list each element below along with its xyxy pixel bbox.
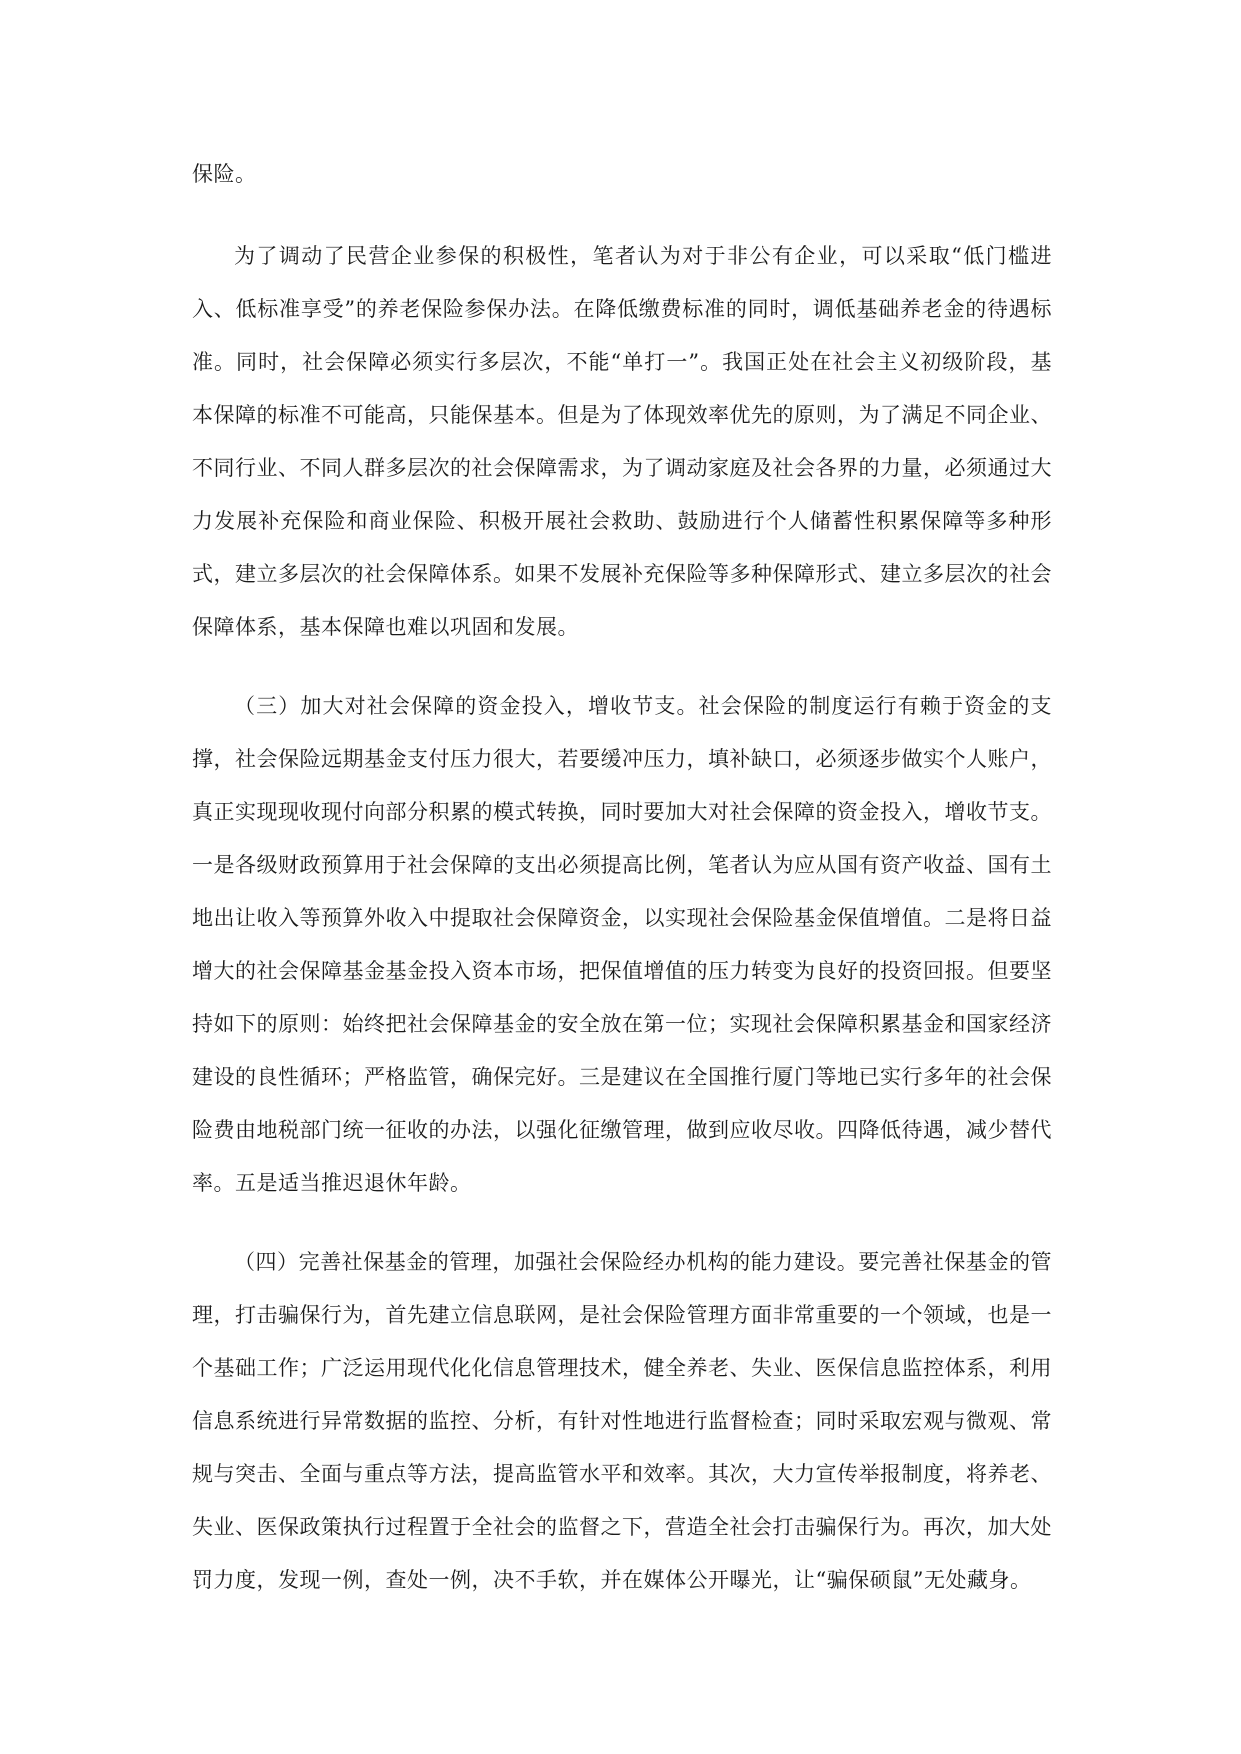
paragraph-continuation: 保险。 bbox=[192, 162, 257, 186]
paragraph-fund-management: （四）完善社保基金的管理，加强社会保险经办机构的能力建设。要完善社保基金的管理，打击骗保行为，首先建立信息联网，是社会保险管理方面非常重要的一个领域，也是一个基础工作；广泛运用现代化化信息管理技术，健全养老、失业、医保信息监控体系，利用信息系统进行异常数据的监控、分析，有针对性地进行监督检查；同时采取宏观与微观、常规与突击、全面与重点等方法，提高监管水平和效率。其次，大力宣传举报制度，将养老、失业、医保政策执行过程置于全社会的监督之下，营造全社会打击骗保行为。再次，加大处罚力度，发现一例，查处一例，决不手软，并在媒体公开曝光，让“骗保硕鼠”无处藏身。 bbox=[192, 1250, 1052, 1592]
paragraph-funding-investment: （三）加大对社会保障的资金投入，增收节支。社会保险的制度运行有赖于资金的支撑，社会保险远期基金支付压力很大，若要缓冲压力，填补缺口，必须逐步做实个人账户，真正实现现收现付向部分积累的模式转换，同时要加大对社会保障的资金投入，增收节支。一是各级财政预算用于社会保障的支出必须提高比例，笔者认为应从国有资产收益、国有土地出让收入等预算外收入中提取社会保障资金，以实现社会保险基金保值增值。二是将日益增大的社会保障基金基金投入资本市场，把保值增值的压力转变为良好的投资回报。但要坚持如下的原则：始终把社会保障基金的安全放在第一位；实现社会保障积累基金和国家经济建设的良性循环；严格监管，确保完好。三是建议在全国推行厦门等地已实行多年的社会保险费由地税部门统一征收的办法，以强化征缴管理，做到应收尽收。四降低待遇，减少替代率。五是适当推迟退休年龄。 bbox=[192, 694, 1052, 1195]
paragraph-multilevel-security: 为了调动了民营企业参保的积极性，笔者认为对于非公有企业，可以采取“低门槛进入、低标准享受”的养老保险参保办法。在降低缴费标准的同时，调低基础养老金的待遇标准。同时，社会保障必须实行多层次，不能“单打一”。我国正处在社会主义初级阶段，基本保障的标准不可能高，只能保基本。但是为了体现效率优先的原则，为了满足不同企业、不同行业、不同人群多层次的社会保障需求，为了调动家庭及社会各界的力量，必须通过大力发展补充保险和商业保险、积极开展社会救助、鼓励进行个人储蓄性积累保障等多种形式，建立多层次的社会保障体系。如果不发展补充保险等多种保障形式、建立多层次的社会保障体系，基本保障也难以巩固和发展。 bbox=[192, 244, 1052, 639]
